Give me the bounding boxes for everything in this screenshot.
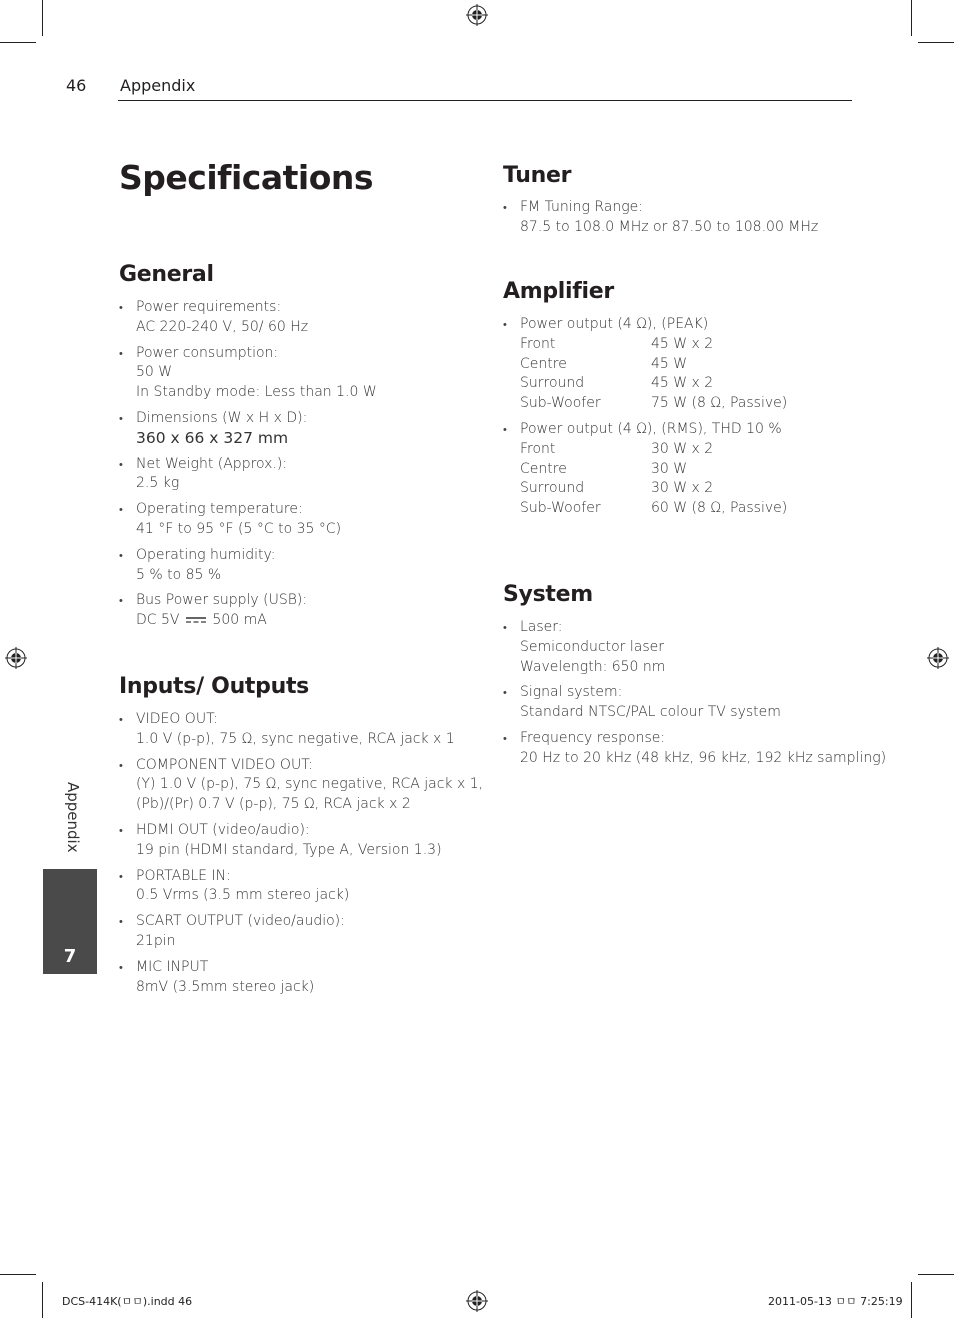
list-item: • Net Weight (Approx.): 2.5 kg <box>119 455 459 495</box>
registration-mark-icon <box>466 4 488 26</box>
footer-timestamp: 2011-05-13 ㅁㅁ 7:25:19 <box>768 1295 903 1308</box>
crop-mark <box>918 42 954 43</box>
crop-mark <box>911 0 912 36</box>
spec-row: Centre 45 W <box>520 355 688 372</box>
page-number: 46 <box>66 76 87 95</box>
crop-mark <box>918 1274 954 1275</box>
list-item: • MIC INPUT 8mV (3.5mm stereo jack) <box>119 958 464 998</box>
registration-mark-icon <box>466 1290 488 1312</box>
list-item: • PORTABLE IN: 0.5 Vrms (3.5 mm stereo jack) <box>119 867 464 907</box>
list-item: • Power output (4 Ω), (RMS), THD 10 % Front 30 W x 2 Centre 30 W Surround 30 W x 2 Sub-Woofer 60 W (8 Ω, Passive) <box>503 420 863 519</box>
list-item: • Power requirements: AC 220-240 V, 50/ 60 Hz <box>119 298 459 338</box>
list-item: • Operating temperature: 41 °F to 95 °F (5 °C to 35 °C) <box>119 500 459 540</box>
dc-symbol-icon <box>186 616 206 624</box>
spec-row: Centre 30 W <box>520 460 688 477</box>
side-tab-label: Appendix <box>64 782 82 853</box>
amplifier-list <box>503 315 863 525</box>
list-item: • Frequency response: 20 Hz to 20 kHz (48 kHz, 96 kHz, 192 kHz sampling) <box>503 729 883 769</box>
list-item: • FM Tuning Range: 87.5 to 108.0 MHz or 87.50 to 108.00 MHz <box>503 198 863 238</box>
crop-mark <box>0 42 36 43</box>
spec-row: Surround 30 W x 2 <box>520 480 714 497</box>
spec-row: Front 30 W x 2 <box>520 440 714 457</box>
section-heading-system: System <box>503 582 593 607</box>
registration-mark-icon <box>927 647 949 669</box>
list-item: • Bus Power supply (USB): DC 5V 500 mA <box>119 591 459 631</box>
list-item: • HDMI OUT (video/audio): 19 pin (HDMI standard, Type A, Version 1.3) <box>119 821 464 861</box>
list-item: • VIDEO OUT: 1.0 V (p-p), 75 Ω, sync negative, RCA jack x 1 <box>119 710 464 750</box>
spec-row: Surround 45 W x 2 <box>520 375 714 392</box>
chapter-number: 7 <box>63 946 77 967</box>
list-item: • Power consumption: 50 W In Standby mode: Less than 1.0 W <box>119 344 459 403</box>
spec-row: Front 45 W x 2 <box>520 335 714 352</box>
spec-row: Sub-Woofer 75 W (8 Ω, Passive) <box>520 395 788 412</box>
system-list <box>503 618 887 775</box>
running-header: Appendix <box>120 76 196 95</box>
crop-mark <box>0 1274 36 1275</box>
section-heading-inputs-outputs: Inputs/ Outputs <box>119 674 309 699</box>
list-item: • Dimensions (W x H x D): 360 x 66 x 327 mm <box>119 409 459 449</box>
section-heading-general: General <box>119 262 214 287</box>
page-title: Specifications <box>119 158 374 197</box>
footer-filename: DCS-414K(ㅁㅁ).indd 46 <box>62 1295 193 1308</box>
spec-row: Sub-Woofer 60 W (8 Ω, Passive) <box>520 500 788 517</box>
crop-mark <box>911 1282 912 1318</box>
list-item: • Power output (4 Ω), (PEAK) Front 45 W x 2 Centre 45 W Surround 45 W x 2 Sub-Woofer 75 W (8 Ω, Passive) <box>503 315 863 414</box>
io-list <box>119 710 484 1003</box>
crop-mark <box>42 1282 43 1318</box>
list-item: • Operating humidity: 5 % to 85 % <box>119 546 459 586</box>
section-heading-amplifier: Amplifier <box>503 279 614 304</box>
registration-mark-icon <box>5 647 27 669</box>
section-heading-tuner: Tuner <box>503 163 572 188</box>
list-item: • COMPONENT VIDEO OUT: (Y) 1.0 V (p-p), 75 Ω, sync negative, RCA jack x 1, (Pb)/(Pr) 0.7 V (p-p), 75 Ω, RCA jack x 2 <box>119 756 464 815</box>
tuner-list <box>503 198 863 244</box>
crop-mark <box>42 0 43 36</box>
list-item: • SCART OUTPUT (video/audio): 21pin <box>119 912 464 952</box>
header-rule <box>118 100 852 101</box>
general-list <box>119 298 459 637</box>
list-item: • Laser: Semiconductor laser Wavelength: 650 nm <box>503 618 883 677</box>
list-item: • Signal system: Standard NTSC/PAL colour TV system <box>503 683 883 723</box>
